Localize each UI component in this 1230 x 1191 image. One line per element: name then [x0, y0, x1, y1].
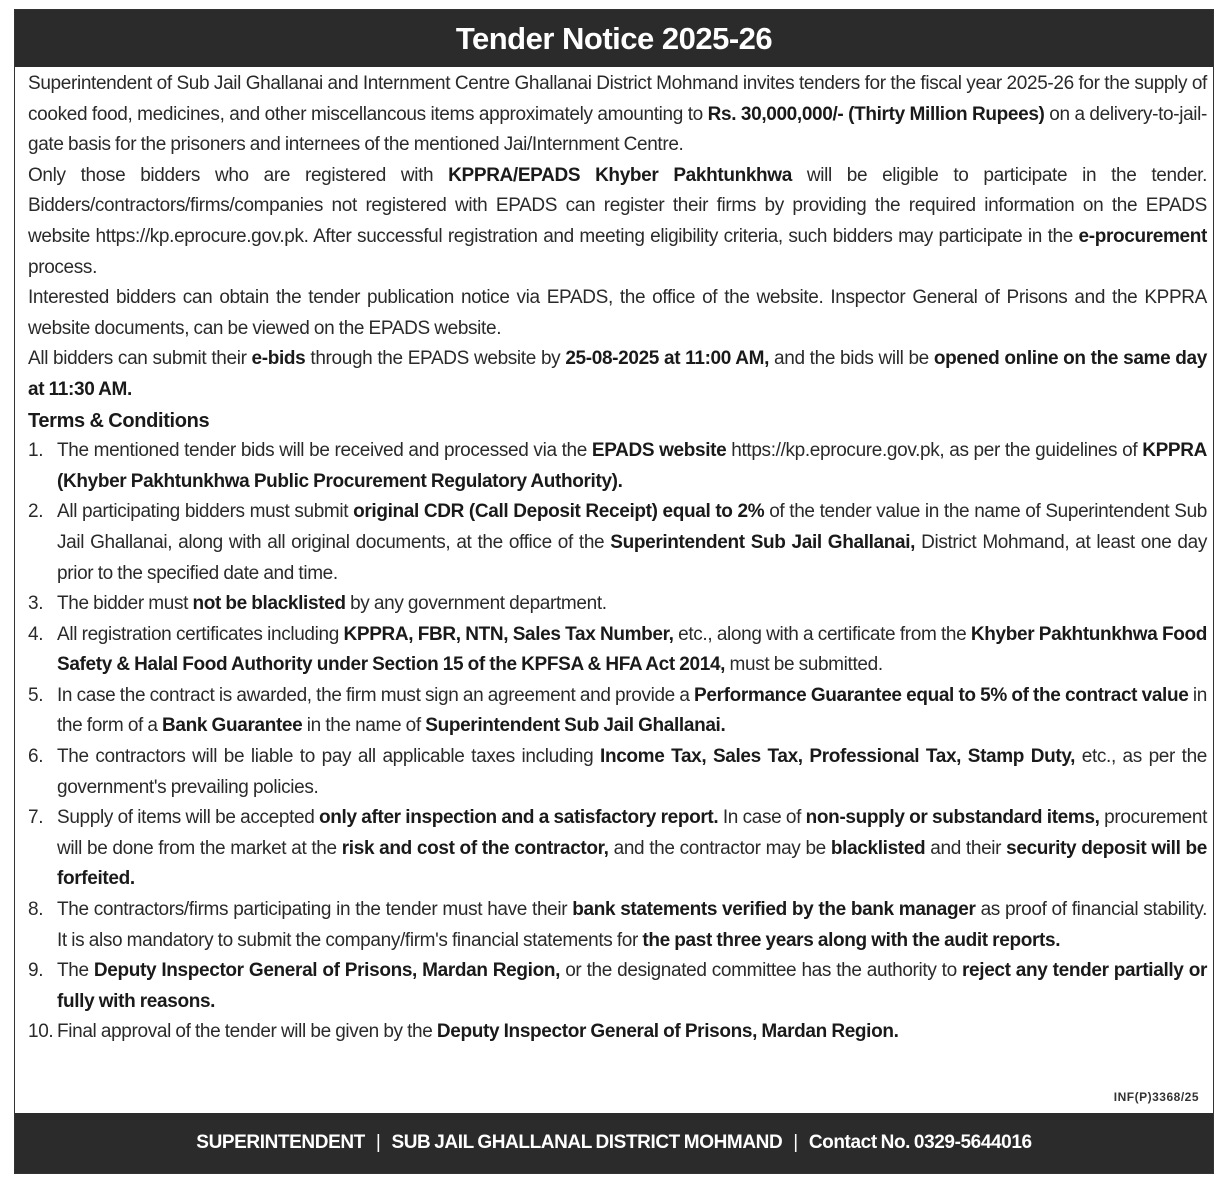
footer-contact: Contact No. 0329-5644016: [808, 1132, 1032, 1153]
reference-number: INF(P)3368/25: [1113, 1090, 1199, 1104]
title-bar: [15, 10, 1213, 67]
term-number: 7.: [28, 807, 44, 829]
term-item: [28, 895, 1207, 956]
term-number: 6.: [28, 746, 44, 768]
term-item: [28, 497, 1207, 589]
term-number: 9.: [28, 960, 44, 982]
term-item: [28, 1017, 1207, 1048]
term-item: [28, 742, 1207, 803]
term-item: [28, 956, 1207, 1017]
terms-list: [28, 436, 1207, 1048]
term-number: 3.: [28, 593, 44, 615]
footer-bar: [15, 1113, 1213, 1173]
term-item: [28, 620, 1207, 681]
term-text: The contractors will be liable to pay all applicable taxes including Income Tax, Sales Tax, Professional Tax, Stamp Duty, etc., as per the government's prevailing policies.: [57, 746, 1208, 798]
term-text: The bidder must not be blacklisted by any government department.: [57, 593, 607, 615]
terms-heading: Terms & Conditions: [28, 409, 210, 432]
term-number: 10.: [28, 1021, 54, 1043]
term-number: 2.: [28, 501, 44, 523]
intro-paragraph-4: All bidders can submit their e-bids through the EPADS website by 25-08-2025 at 11:00 AM, and the bids will be opened online on the same day at 11:30 AM.: [28, 348, 1207, 400]
term-item: [28, 436, 1207, 497]
term-text: The Deputy Inspector General of Prisons, Mardan Region, or the designated committee has the authority to reject any tender partially or fully with reasons.: [57, 960, 1207, 1012]
term-text: Supply of items will be accepted only after inspection and a satisfactory report. In case of non-supply or substandard items, procurement will be done from the market at the risk and cost of the contractor, and the contractor may be blacklisted and their security deposit will be forfeited.: [57, 807, 1208, 890]
term-text: The contractors/firms participating in the tender must have their bank statements verified by the bank manager as proof of financial stability. It is also mandatory to submit the company/firm's financial statements for the past three years along with the audit reports.: [57, 899, 1208, 951]
term-number: 8.: [28, 899, 44, 921]
term-item: [28, 589, 1207, 620]
footer-separator: |: [375, 1132, 381, 1153]
term-text: The mentioned tender bids will be received and processed via the EPADS website https://kp.eprocure.gov.pk, as per the guidelines of KPPRA (Khyber Pakhtunkhwa Public Procurement Regulatory Authority).: [57, 440, 1207, 492]
intro-paragraph-3: Interested bidders can obtain the tender publication notice via EPADS, the office of the website. Inspector General of Prisons and the KPPRA website documents, can be viewed on the EPADS website.: [28, 287, 1207, 339]
footer-office: SUB JAIL GHALLANAL DISTRICT MOHMAND: [391, 1132, 783, 1153]
term-number: 5.: [28, 684, 44, 706]
term-text: Final approval of the tender will be given by the Deputy Inspector General of Prisons, Mardan Region.: [57, 1021, 899, 1043]
tender-notice: [14, 9, 1214, 1174]
intro-paragraph-2: Only those bidders who are registered with KPPRA/EPADS Khyber Pakhtunkhwa will be eligible to participate in the tender. Bidders/contractors/firms/companies not registered with EPADS can register their firms by providing the required information on the EPADS website https://kp.eprocure.gov.pk. After successful registration and meeting eligibility criteria, such bidders may participate in the e-procurement process.: [28, 164, 1208, 278]
term-item: [28, 681, 1207, 742]
notice-title: Tender Notice 2025-26: [455, 20, 773, 56]
notice-body: [15, 67, 1213, 1048]
term-number: 4.: [28, 623, 44, 645]
term-number: 1.: [28, 440, 44, 462]
footer-role: SUPERINTENDENT: [196, 1132, 365, 1153]
intro-paragraph-1: Superintendent of Sub Jail Ghallanai and Internment Centre Ghallanai District Mohmand invites tenders for the fiscal year 2025-26 for the supply of cooked food, medicines, and other miscellancous items approximately amounting to Rs. 30,000,000/- (Thirty Million Rupees) on a delivery-to-jail-gate basis for the prisoners and internees of the mentioned Jai/Internment Centre.: [28, 73, 1208, 156]
term-text: All participating bidders must submit original CDR (Call Deposit Receipt) equal to 2% of the tender value in the name of Superintendent Sub Jail Ghallanai, along with all original documents, at the office of the Superintendent Sub Jail Ghallanai, District Mohmand, at least one day prior to the specified date and time.: [57, 501, 1208, 584]
term-item: [28, 803, 1207, 895]
footer-separator: |: [793, 1132, 798, 1153]
term-text: All registration certificates including KPPRA, FBR, NTN, Sales Tax Number, etc., along with a certificate from the Khyber Pakhtunkhwa Food Safety & Halal Food Authority under Section 15 of the KPFSA & HFA Act 2014, must be submitted.: [57, 623, 1207, 676]
term-text: In case the contract is awarded, the firm must sign an agreement and provide a Performance Guarantee equal to 5% of the contract value in the form of a Bank Guarantee in the name of Superintendent Sub Jail Ghallanai.: [57, 684, 1207, 737]
